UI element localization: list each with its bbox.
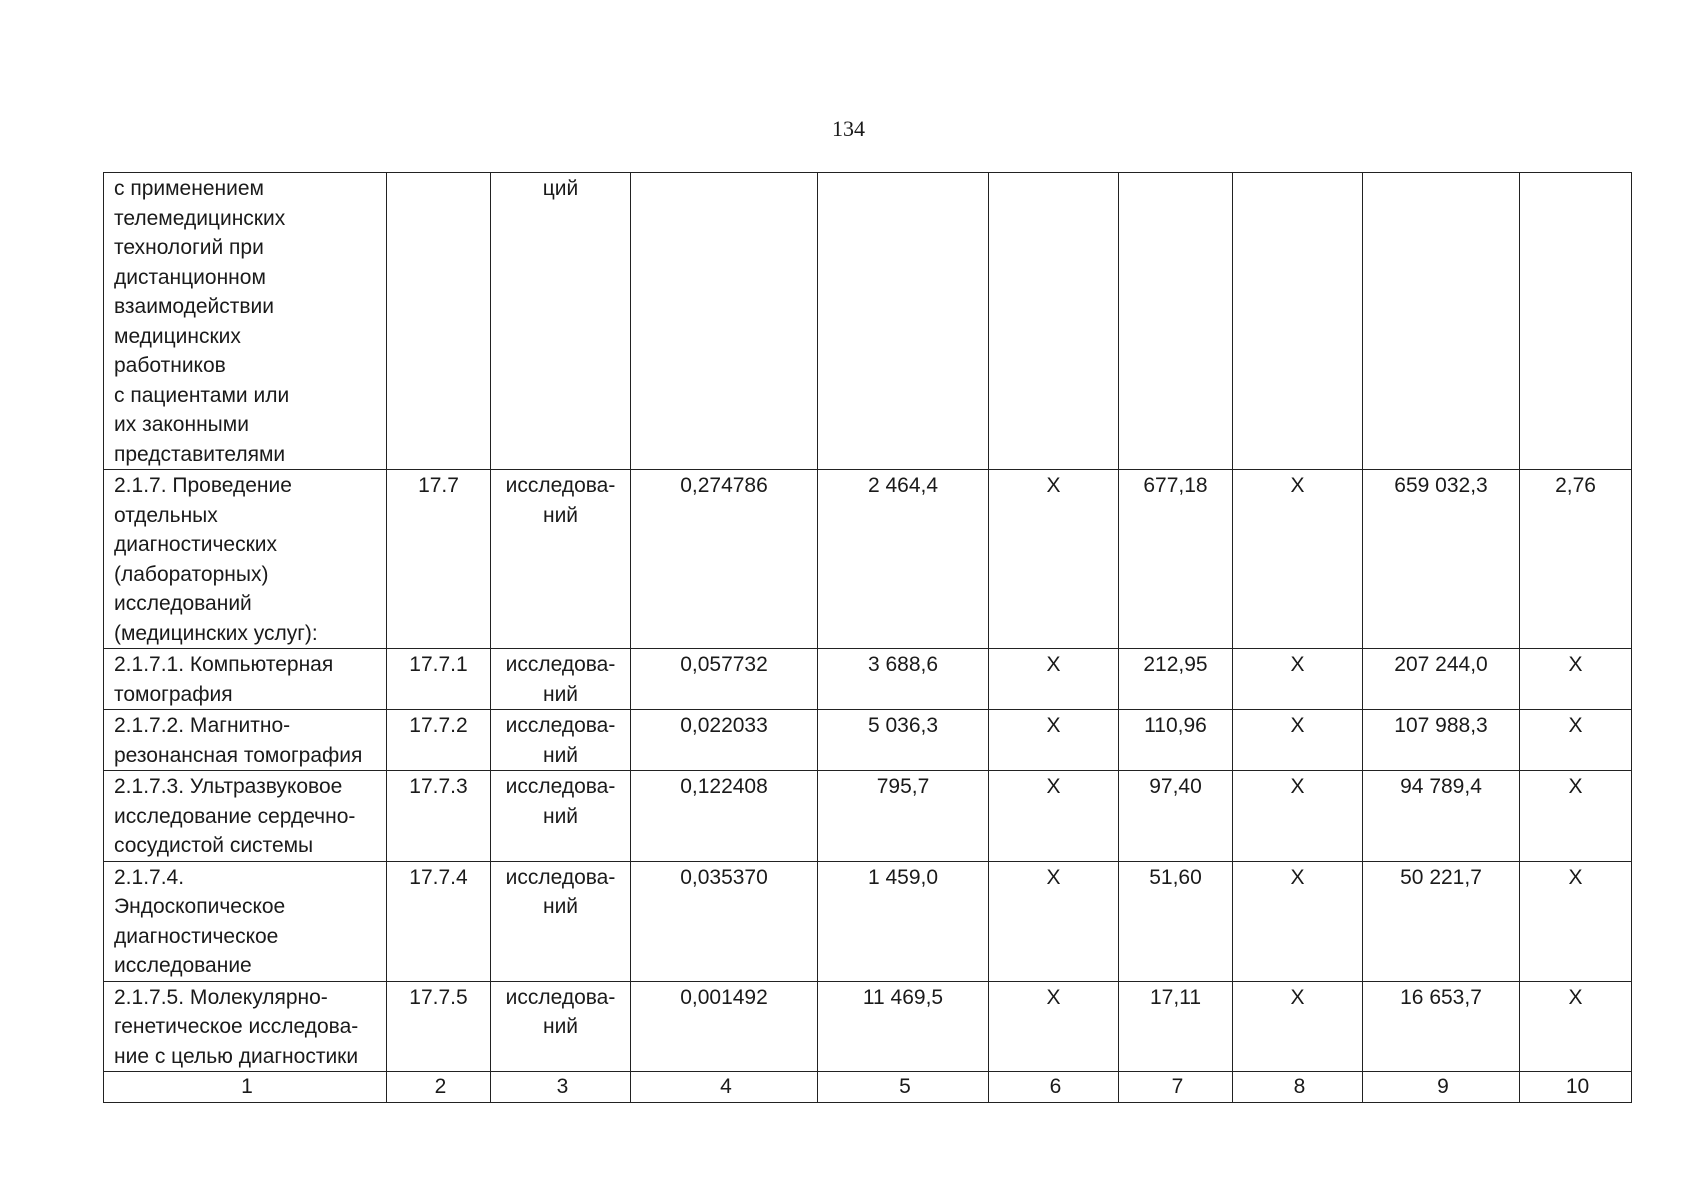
cell-c9: 16 653,7 bbox=[1363, 981, 1520, 1072]
cell-c4: 0,022033 bbox=[631, 710, 818, 771]
cell-c5: 3 688,6 bbox=[818, 649, 989, 710]
cell-c9: 107 988,3 bbox=[1363, 710, 1520, 771]
column-number-cell: 2 bbox=[387, 1072, 491, 1103]
cell-c9: 207 244,0 bbox=[1363, 649, 1520, 710]
cell-c8 bbox=[1233, 173, 1363, 470]
cell-c7 bbox=[1119, 173, 1233, 470]
cell-c5 bbox=[818, 173, 989, 470]
cell-name bbox=[104, 710, 387, 771]
cell-name-line: 2.1.7.4. bbox=[114, 865, 185, 889]
cell-c5: 11 469,5 bbox=[818, 981, 989, 1072]
cell-unit-line: ний bbox=[542, 895, 579, 918]
cell-c4 bbox=[631, 173, 818, 470]
cell-row-code: 17.7 bbox=[387, 470, 491, 649]
cell-c10: Х bbox=[1520, 981, 1632, 1072]
cell-c10: 2,76 bbox=[1520, 470, 1632, 649]
cell-name-line: телемедицинских bbox=[114, 206, 286, 230]
cell-unit bbox=[491, 771, 631, 862]
cell-name-line: диагностических bbox=[114, 533, 277, 556]
cell-unit-line: ний bbox=[542, 682, 579, 706]
column-number-cell: 7 bbox=[1119, 1072, 1233, 1103]
cell-c7: 97,40 bbox=[1119, 771, 1233, 862]
cell-name-line: сосудистой системы bbox=[114, 834, 314, 857]
cell-c9: 50 221,7 bbox=[1363, 861, 1520, 981]
column-number-cell: 8 bbox=[1233, 1072, 1363, 1103]
cell-unit-line: ний bbox=[542, 503, 579, 527]
page-number: 134 bbox=[832, 116, 865, 141]
cell-c8: Х bbox=[1233, 861, 1363, 981]
cell-unit bbox=[491, 861, 631, 981]
cell-name-line: отдельных bbox=[114, 503, 218, 527]
cell-c7: 677,18 bbox=[1119, 470, 1233, 649]
cell-c10: Х bbox=[1520, 861, 1632, 981]
column-number-cell: 6 bbox=[989, 1072, 1119, 1103]
cell-c10 bbox=[1520, 173, 1632, 470]
cell-name-line: диагностическое bbox=[114, 924, 279, 948]
cell-c5: 5 036,3 bbox=[818, 710, 989, 771]
cell-name-line: 2.1.7.5. Молекулярно- bbox=[114, 985, 328, 1009]
cell-c10: Х bbox=[1520, 649, 1632, 710]
cell-c5: 795,7 bbox=[818, 771, 989, 862]
cell-name-line: (медицинских услуг): bbox=[114, 621, 318, 645]
cell-c6: Х bbox=[989, 649, 1119, 710]
cell-name bbox=[104, 771, 387, 862]
cell-c9 bbox=[1363, 173, 1520, 470]
cell-unit-line: ций bbox=[542, 177, 579, 200]
cell-unit-line: исследова- bbox=[505, 775, 616, 798]
table-row bbox=[104, 173, 1632, 470]
cell-c4: 0,122408 bbox=[631, 771, 818, 862]
cell-c7: 51,60 bbox=[1119, 861, 1233, 981]
cell-name bbox=[104, 861, 387, 981]
cell-unit bbox=[491, 981, 631, 1072]
cell-c7: 110,96 bbox=[1119, 710, 1233, 771]
column-number-cell: 4 bbox=[631, 1072, 818, 1103]
cell-name bbox=[104, 649, 387, 710]
cell-unit bbox=[491, 649, 631, 710]
cell-unit bbox=[491, 173, 631, 470]
cell-unit-line: исследова- bbox=[505, 985, 616, 1009]
cell-name-line: медицинских bbox=[114, 324, 241, 348]
cell-row-code bbox=[387, 173, 491, 470]
table-row bbox=[104, 981, 1632, 1072]
cell-c9: 94 789,4 bbox=[1363, 771, 1520, 862]
cell-name-line: с применением bbox=[114, 177, 264, 200]
cell-c6: Х bbox=[989, 470, 1119, 649]
table-row bbox=[104, 649, 1632, 710]
cell-c6: Х bbox=[989, 771, 1119, 862]
cell-name-line: работников bbox=[114, 354, 226, 377]
cell-row-code: 17.7.4 bbox=[387, 861, 491, 981]
column-number-cell: 10 bbox=[1520, 1072, 1632, 1103]
cell-name bbox=[104, 173, 387, 470]
cell-c4: 0,274786 bbox=[631, 470, 818, 649]
cell-c8: Х bbox=[1233, 470, 1363, 649]
cell-name-line: с пациентами или bbox=[114, 383, 290, 407]
table-row bbox=[104, 710, 1632, 771]
cell-row-code: 17.7.5 bbox=[387, 981, 491, 1072]
cell-unit-line: ний bbox=[542, 1015, 579, 1038]
cell-c6 bbox=[989, 173, 1119, 470]
cell-name-line: исследований bbox=[114, 592, 252, 615]
cell-name bbox=[104, 981, 387, 1072]
cell-c4: 0,001492 bbox=[631, 981, 818, 1072]
cell-c5: 1 459,0 bbox=[818, 861, 989, 981]
table-row bbox=[104, 861, 1632, 981]
cell-name-line: 2.1.7.1. Компьютерная bbox=[114, 653, 334, 676]
column-number-row bbox=[104, 1072, 1632, 1103]
cell-name-line: исследование сердечно- bbox=[114, 804, 356, 828]
column-number-cell: 9 bbox=[1363, 1072, 1520, 1103]
cell-name-line: 2.1.7.2. Магнитно- bbox=[114, 714, 291, 737]
cell-name-line: ние с целью диагностики bbox=[114, 1044, 359, 1068]
cell-c8: Х bbox=[1233, 649, 1363, 710]
cell-unit bbox=[491, 710, 631, 771]
cell-name-line: их законными bbox=[114, 413, 249, 436]
column-number-cell: 5 bbox=[818, 1072, 989, 1103]
cell-unit-line: исследова- bbox=[505, 865, 616, 889]
cell-row-code: 17.7.2 bbox=[387, 710, 491, 771]
cell-name-line: 2.1.7.3. Ультразвуковое bbox=[114, 775, 343, 798]
table-row bbox=[104, 470, 1632, 649]
cell-name-line: взаимодействии bbox=[114, 295, 275, 318]
cell-name-line: дистанционном bbox=[114, 265, 266, 289]
cell-row-code: 17.7.1 bbox=[387, 649, 491, 710]
cell-name-line: 2.1.7. Проведение bbox=[114, 474, 292, 497]
cell-unit-line: ний bbox=[542, 804, 579, 828]
cell-c6: Х bbox=[989, 981, 1119, 1072]
cell-name-line: представителями bbox=[114, 442, 286, 466]
column-number-cell: 1 bbox=[104, 1072, 387, 1103]
cell-c10: Х bbox=[1520, 710, 1632, 771]
cell-name-line: технологий при bbox=[114, 236, 264, 259]
cell-unit bbox=[491, 470, 631, 649]
cell-name-line: (лабораторных) bbox=[114, 562, 269, 586]
table-row bbox=[104, 771, 1632, 862]
cell-unit-line: исследова- bbox=[505, 653, 616, 676]
cell-c6: Х bbox=[989, 710, 1119, 771]
cell-row-code: 17.7.3 bbox=[387, 771, 491, 862]
cell-c4: 0,057732 bbox=[631, 649, 818, 710]
column-number-cell: 3 bbox=[491, 1072, 631, 1103]
cell-c6: Х bbox=[989, 861, 1119, 981]
cell-c7: 212,95 bbox=[1119, 649, 1233, 710]
cell-name-line: томография bbox=[114, 682, 233, 706]
cell-c10: Х bbox=[1520, 771, 1632, 862]
cell-c9: 659 032,3 bbox=[1363, 470, 1520, 649]
data-table bbox=[103, 172, 1632, 1103]
cell-c8: Х bbox=[1233, 981, 1363, 1072]
cell-unit-line: ний bbox=[542, 743, 579, 767]
cell-name bbox=[104, 470, 387, 649]
cell-c8: Х bbox=[1233, 710, 1363, 771]
cell-name-line: генетическое исследова- bbox=[114, 1015, 359, 1038]
cell-c8: Х bbox=[1233, 771, 1363, 862]
table-body bbox=[104, 173, 1632, 1103]
cell-c5: 2 464,4 bbox=[818, 470, 989, 649]
cell-unit-line: исследова- bbox=[505, 474, 616, 497]
cell-c4: 0,035370 bbox=[631, 861, 818, 981]
cell-c7: 17,11 bbox=[1119, 981, 1233, 1072]
cell-name-line: исследование bbox=[114, 954, 252, 977]
cell-name-line: Эндоскопическое bbox=[114, 895, 286, 918]
cell-name-line: резонансная томография bbox=[114, 743, 363, 767]
cell-unit-line: исследова- bbox=[505, 714, 616, 737]
